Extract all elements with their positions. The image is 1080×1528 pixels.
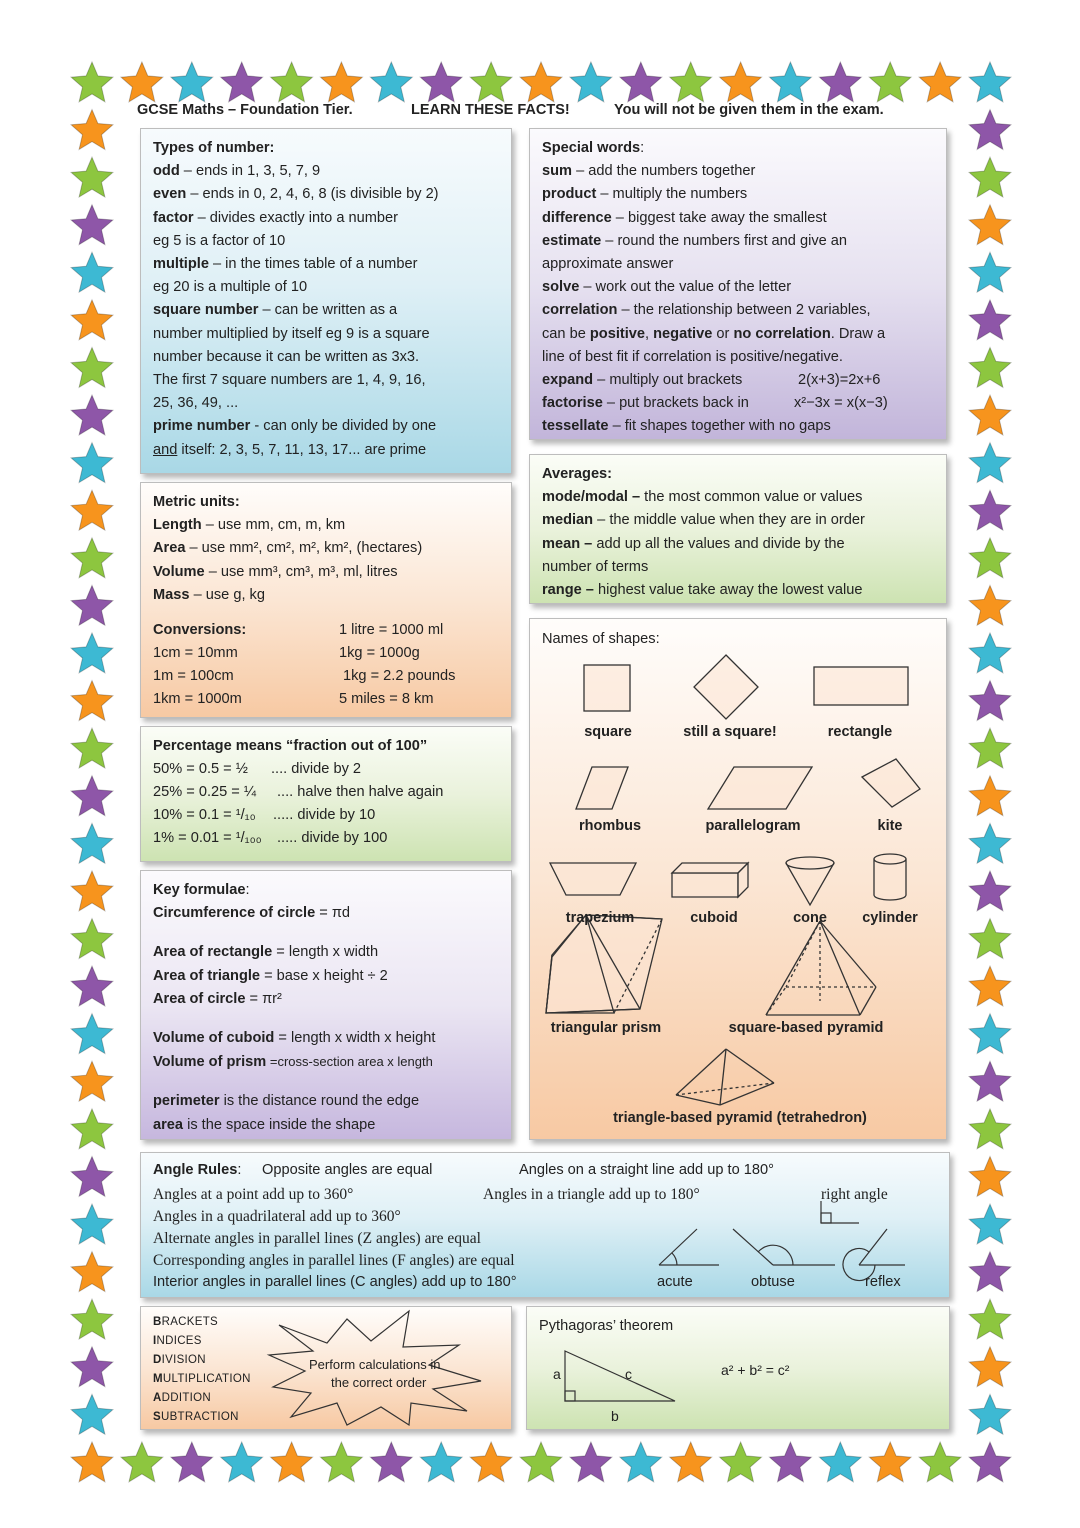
- bidmas-rest: DDITION: [161, 1392, 211, 1404]
- border-star: [71, 157, 113, 197]
- term-expand: expand: [542, 372, 594, 389]
- term-length: Length: [153, 517, 202, 534]
- term-area: area: [153, 1116, 184, 1133]
- percentage-25: 25% = 0.25 = ¼: [153, 784, 257, 801]
- conversion-miles: 5 miles = 8 km: [339, 691, 434, 708]
- term-volume-cuboid: Volume of cuboid: [153, 1030, 275, 1047]
- border-star: [420, 62, 462, 102]
- percentage-box: [140, 726, 512, 862]
- border-star: [969, 919, 1011, 959]
- conversions-heading: Conversions:: [153, 622, 247, 639]
- averages-box: [529, 454, 947, 604]
- angle-rules-box: Angle Rules: Opposite angles are equal Angles on a straight line add up to 180° Angles at a point add up to 360° Angles in a triangle add up to 180° right angle Angles in a quadrilateral add up to 360° Alternate angles in parallel lines (Z angles) are equal Corresponding angles in parallel lines (F angles) are equal Interior angles in parallel lines (C angles) add up to 180° acute obtuse reflex: [140, 1152, 950, 1298]
- corr-none: no correlation: [733, 325, 831, 342]
- border-star: [969, 728, 1011, 768]
- rule-interior: Interior angles in parallel lines (C angles) add up to 180°: [153, 1274, 517, 1290]
- corr-text-b: . Draw a: [830, 325, 886, 342]
- conversion-km: 1km = 1000m: [153, 691, 242, 708]
- special-words-box: Special words: sum – add the numbers together product – multiply the numbers difference – biggest take away the smallest estimate – round the numbers first and give an approximate answer solve – work out the value of the letter correlation – the relationship between 2 variables, can be positive, negative or no correlation. Draw a line of best fit if correlation is positive/negative. expand – multiply out brackets 2(x+3)=2x+6 factorise – put brackets back in x²−3x = x(x−3) tessellate – fit shapes together with no gaps: [529, 128, 947, 440]
- border-star: [720, 62, 762, 102]
- label-parallelogram: parallelogram: [705, 818, 801, 834]
- term-solve: solve: [542, 279, 580, 296]
- term-prime-number: prime number: [153, 418, 251, 435]
- burst-text-line-1: Perform calculations in: [309, 1357, 441, 1372]
- border-star: [71, 919, 113, 959]
- border-star: [171, 1442, 213, 1482]
- header-learn: LEARN THESE FACTS!: [411, 102, 570, 118]
- border-star: [370, 62, 412, 102]
- multiple-example: eg 20 is a multiple of 10: [153, 279, 308, 296]
- def-mass: – use g, kg: [189, 586, 265, 603]
- conversion-cm: 1cm = 10mm: [153, 645, 238, 662]
- border-star: [570, 1442, 612, 1482]
- def-circumference: = πd: [315, 905, 351, 922]
- types-of-number-box: [140, 128, 512, 474]
- border-star: [819, 1442, 861, 1482]
- term-factorise: factorise: [542, 395, 603, 412]
- term-odd: odd: [153, 163, 180, 180]
- border-star: [969, 1061, 1011, 1101]
- formulae-heading: Key formulae: [153, 882, 246, 898]
- border-star: [969, 300, 1011, 340]
- trapezium-shape: [550, 863, 636, 895]
- term-area-triangle: Area of triangle: [153, 967, 261, 984]
- border-star: [121, 62, 163, 102]
- term-difference: difference: [542, 209, 612, 226]
- percentage-heading: Percentage means “fraction out of 100”: [153, 738, 428, 754]
- border-star: [969, 490, 1011, 530]
- angles-heading: Angle Rules: [153, 1162, 238, 1178]
- square-based-pyramid-shape: [766, 921, 876, 1015]
- def-volume-cuboid: = length x width x height: [274, 1030, 436, 1047]
- acute-angle-diagram: [659, 1229, 719, 1265]
- border-star: [969, 1252, 1011, 1292]
- def-odd: – ends in 1, 3, 5, 7, 9: [179, 163, 321, 180]
- side-c-label: c: [625, 1366, 632, 1382]
- border-star: [969, 157, 1011, 197]
- def-sum: – add the numbers together: [572, 163, 756, 180]
- border-star: [969, 110, 1011, 150]
- def-area-triangle: = base x height ÷ 2: [260, 967, 388, 984]
- term-factor: factor: [153, 209, 194, 226]
- label-obtuse: obtuse: [751, 1274, 795, 1290]
- border-star: [969, 538, 1011, 578]
- border-star: [969, 443, 1011, 483]
- term-perimeter: perimeter: [153, 1093, 220, 1110]
- metric-heading: Metric units:: [153, 494, 240, 510]
- def-volume-units: – use mm³, cm³, m³, ml, litres: [204, 563, 398, 580]
- def-estimate: – round the numbers first and give an: [601, 232, 848, 249]
- border-star: [71, 300, 113, 340]
- border-star: [71, 1347, 113, 1387]
- border-star: [969, 252, 1011, 292]
- label-trapezium: trapezium: [565, 910, 635, 926]
- border-star: [470, 1442, 512, 1482]
- border-star: [71, 633, 113, 673]
- def-range: highest value take away the lowest value: [593, 582, 863, 599]
- border-star: [919, 62, 961, 102]
- conversion-m: 1m = 100cm: [153, 668, 234, 685]
- correlation-line-3: line of best fit if correlation is positive/negative.: [542, 348, 843, 365]
- metric-units-box: [140, 482, 512, 718]
- border-star: [969, 1394, 1011, 1434]
- border-star: [869, 62, 911, 102]
- square-line-4: The first 7 square numbers are 1, 4, 9, 16,: [153, 372, 426, 389]
- border-star: [271, 62, 313, 102]
- side-a-label: a: [553, 1366, 561, 1382]
- term-circumference: Circumference of circle: [153, 905, 316, 922]
- def-difference: – biggest take away the smallest: [611, 209, 827, 226]
- border-star: [71, 966, 113, 1006]
- def-area: is the space inside the shape: [183, 1116, 376, 1133]
- square-line-3: number because it can be written as 3x3.: [153, 348, 420, 365]
- border-star: [620, 62, 662, 102]
- kite-shape: [862, 759, 920, 807]
- rhombus-shape: [576, 767, 628, 809]
- parallelogram-shape: [708, 767, 812, 809]
- label-square-based-pyramid: square-based pyramid: [728, 1020, 884, 1036]
- border-star: [71, 395, 113, 435]
- border-star: [71, 490, 113, 530]
- border-star: [171, 62, 213, 102]
- cylinder-shape: [874, 854, 906, 900]
- label-rectangle: rectangle: [827, 724, 893, 740]
- corr-comma: ,: [645, 325, 654, 342]
- border-star: [969, 348, 1011, 388]
- bidmas-rest: ULTIPLICATION: [162, 1373, 251, 1385]
- border-star: [969, 1347, 1011, 1387]
- term-area-units: Area: [153, 540, 186, 557]
- percentage-10-rule: ..... divide by 10: [273, 807, 376, 824]
- bidmas-box: [140, 1306, 512, 1430]
- border-star: [470, 62, 512, 102]
- term-mean: mean –: [542, 535, 593, 552]
- label-still-a-square: still a square!: [683, 724, 777, 740]
- def-perimeter: is the distance round the edge: [219, 1093, 420, 1110]
- term-sum: sum: [542, 163, 573, 180]
- square-line-5: 25, 36, 49, ...: [153, 395, 239, 412]
- border-star: [969, 966, 1011, 1006]
- corr-positive: positive: [589, 325, 646, 342]
- label-right-angle: right angle: [821, 1186, 888, 1203]
- burst-text-line-2: the correct order: [331, 1375, 427, 1390]
- percentage-50: 50% = 0.5 = ½: [153, 761, 248, 778]
- border-star: [71, 252, 113, 292]
- factorise-example: x²−3x = x(x−3): [794, 395, 888, 412]
- border-star: [221, 1442, 263, 1482]
- def-even: – ends in 0, 2, 4, 6, 8 (is divisible by 2): [186, 186, 439, 203]
- rule-corresponding: Corresponding angles in parallel lines (F angles) are equal: [153, 1252, 515, 1269]
- border-star: [869, 1442, 911, 1482]
- cone-shape: [786, 857, 834, 905]
- border-star: [71, 1109, 113, 1149]
- def-area-units: – use mm², cm², m², km², (hectares): [185, 540, 423, 557]
- def-correlation: – the relationship between 2 variables,: [617, 302, 871, 319]
- angle-diagrams: [141, 1153, 951, 1299]
- rule-opposite: Opposite angles are equal: [262, 1162, 433, 1178]
- rule-triangle: Angles in a triangle add up to 180°: [483, 1186, 700, 1203]
- term-median: median: [542, 512, 594, 529]
- border-star: [520, 62, 562, 102]
- border-star: [71, 1299, 113, 1339]
- def-length: – use mm, cm, m, km: [201, 517, 346, 534]
- obtuse-angle-diagram: [733, 1229, 835, 1265]
- border-star: [71, 348, 113, 388]
- def-expand: – multiply out brackets: [593, 372, 743, 389]
- label-reflex: reflex: [865, 1274, 901, 1290]
- label-tetrahedron: triangle-based pyramid (tetrahedron): [613, 1110, 867, 1126]
- border-star: [969, 1157, 1011, 1197]
- border-star: [969, 1014, 1011, 1054]
- border-star: [969, 823, 1011, 863]
- border-star: [71, 585, 113, 625]
- term-mode: mode/modal –: [542, 489, 641, 506]
- rule-alternate: Alternate angles in parallel lines (Z angles) are equal: [153, 1230, 481, 1247]
- label-kite: kite: [877, 818, 903, 834]
- def-area-circle: = πr²: [245, 990, 282, 1007]
- term-tessellate: tessellate: [542, 418, 609, 435]
- bidmas-initial: B: [153, 1316, 162, 1328]
- term-estimate: estimate: [542, 232, 602, 249]
- def-square-number: – can be written as a: [258, 302, 398, 319]
- types-heading: Types of number:: [153, 140, 275, 156]
- label-acute: acute: [657, 1274, 693, 1290]
- border-star: [321, 62, 363, 102]
- factor-example: eg 5 is a factor of 10: [153, 232, 286, 249]
- def-volume-prism: =cross-section area x length: [266, 1054, 433, 1070]
- header-note: You will not be given them in the exam.: [614, 102, 884, 118]
- def-mean: add up all the values and divide by the: [592, 535, 845, 552]
- border-star: [969, 1299, 1011, 1339]
- def-factorise: – put brackets back in: [602, 395, 749, 412]
- def-solve: – work out the value of the letter: [579, 279, 792, 296]
- border-star: [321, 1442, 363, 1482]
- estimate-line-2: approximate answer: [542, 256, 674, 273]
- bidmas-initial: A: [153, 1392, 162, 1404]
- label-cone: cone: [793, 910, 827, 926]
- def-mode: the most common value or values: [640, 489, 863, 506]
- term-multiple: multiple: [153, 256, 209, 273]
- border-star: [71, 871, 113, 911]
- border-star: [720, 1442, 762, 1482]
- bidmas-rest: UBTRACTION: [160, 1411, 239, 1423]
- rule-point: Angles at a point add up to 360°: [153, 1186, 354, 1203]
- pythagoras-heading: Pythagoras’ theorem: [539, 1318, 674, 1334]
- term-area-rectangle: Area of rectangle: [153, 944, 273, 961]
- border-star: [670, 1442, 712, 1482]
- rotated-square-shape: [694, 655, 758, 719]
- bidmas-rest: NDICES: [156, 1335, 202, 1347]
- shapes-heading: Names of shapes:: [542, 631, 660, 647]
- border-star: [919, 1442, 961, 1482]
- term-volume-prism: Volume of prism: [153, 1054, 267, 1071]
- border-star: [570, 62, 612, 102]
- border-star: [819, 62, 861, 102]
- term-area-circle: Area of circle: [153, 990, 246, 1007]
- bidmas-initial: D: [153, 1354, 162, 1366]
- border-star: [969, 633, 1011, 673]
- conversion-kg: 1kg = 1000g: [339, 645, 420, 662]
- rule-quadrilateral: Angles in a quadrilateral add up to 360°: [153, 1208, 401, 1225]
- shapes-box: [529, 618, 947, 1140]
- corr-or: or: [712, 325, 734, 342]
- border-star: [71, 62, 113, 102]
- label-triangular-prism: triangular prism: [550, 1020, 662, 1036]
- border-star: [969, 62, 1011, 102]
- border-star: [969, 1204, 1011, 1244]
- corr-text-a: can be: [542, 325, 590, 342]
- border-star: [969, 871, 1011, 911]
- cuboid-shape: [672, 863, 748, 897]
- border-star: [370, 1442, 412, 1482]
- special-words-heading: Special words: [542, 140, 641, 156]
- border-star: [71, 538, 113, 578]
- def-factor: – divides exactly into a number: [193, 209, 398, 226]
- bidmas-rest: IVISION: [161, 1354, 206, 1366]
- term-volume-units: Volume: [153, 563, 205, 580]
- pythagoras-formula: a² + b² = c²: [721, 1362, 790, 1378]
- def-multiple: – in the times table of a number: [208, 256, 418, 273]
- percentage-1: 1% = 0.01 = ¹/₁₀₀: [153, 830, 262, 847]
- border-star: [71, 1157, 113, 1197]
- border-star: [71, 443, 113, 483]
- border-star: [670, 62, 712, 102]
- border-star: [71, 728, 113, 768]
- bidmas-initial: M: [153, 1373, 163, 1385]
- border-star: [969, 1442, 1011, 1482]
- tetrahedron-shape: [676, 1049, 774, 1105]
- label-square: square: [584, 724, 632, 740]
- border-star: [71, 110, 113, 150]
- bidmas-initial: S: [153, 1411, 161, 1423]
- bidmas-rest: RACKETS: [161, 1316, 219, 1328]
- border-star: [620, 1442, 662, 1482]
- header-title: GCSE Maths – Foundation Tier.: [137, 102, 353, 118]
- border-star: [221, 62, 263, 102]
- percentage-1-rule: ..... divide by 100: [277, 830, 388, 847]
- border-star: [71, 1204, 113, 1244]
- border-star: [969, 205, 1011, 245]
- border-star: [121, 1442, 163, 1482]
- border-star: [520, 1442, 562, 1482]
- expand-example: 2(x+3)=2x+6: [798, 372, 881, 389]
- term-product: product: [542, 186, 597, 203]
- square-line-2: number multiplied by itself eg 9 is a square: [153, 325, 430, 342]
- border-star: [271, 1442, 313, 1482]
- square-shape: [584, 665, 630, 711]
- border-star: [420, 1442, 462, 1482]
- border-star: [71, 776, 113, 816]
- def-area-rectangle: = length x width: [272, 944, 379, 961]
- def-median: – the middle value when they are in order: [593, 512, 865, 529]
- label-cylinder: cylinder: [862, 910, 918, 926]
- label-cuboid: cuboid: [690, 910, 738, 926]
- border-star: [71, 681, 113, 721]
- border-star: [770, 62, 812, 102]
- right-angle-diagram: [821, 1201, 859, 1223]
- rule-straight-line: Angles on a straight line add up to 180°: [519, 1162, 774, 1178]
- def-product: – multiply the numbers: [596, 186, 748, 203]
- border-star: [71, 823, 113, 863]
- prime-and: and: [153, 441, 178, 458]
- term-correlation: correlation: [542, 302, 618, 319]
- border-star: [969, 1109, 1011, 1149]
- border-star: [770, 1442, 812, 1482]
- percentage-10: 10% = 0.1 = ¹/₁₀: [153, 807, 256, 824]
- border-star: [71, 1442, 113, 1482]
- term-square-number: square number: [153, 302, 259, 319]
- term-range: range –: [542, 582, 594, 599]
- def-prime-number: - can only be divided by one: [250, 418, 437, 435]
- prime-line-2: itself: 2, 3, 5, 7, 11, 13, 17... are prime: [177, 441, 427, 458]
- key-formulae-box: Key formulae: Circumference of circle = πd Area of rectangle = length x width Area of triangle = base x height ÷ 2 Area of circle = πr² Volume of cuboid = length x width x height Volume of prism =cross-section area x length perimeter is the distance round the edge area is the space inside the shape: [140, 870, 512, 1140]
- def-tessellate: – fit shapes together with no gaps: [608, 418, 831, 435]
- bidmas-initial: I: [153, 1335, 157, 1347]
- term-even: even: [153, 186, 187, 203]
- term-mass: Mass: [153, 586, 190, 603]
- border-star: [969, 395, 1011, 435]
- border-star: [71, 1061, 113, 1101]
- border-star: [969, 681, 1011, 721]
- conversion-litre: 1 litre = 1000 ml: [339, 622, 444, 639]
- mean-line-2: number of terms: [542, 558, 649, 575]
- averages-heading: Averages:: [542, 466, 613, 482]
- conversion-pounds: 1kg = 2.2 pounds: [343, 668, 456, 685]
- shapes-drawings: [530, 619, 948, 1141]
- border-star: [71, 1014, 113, 1054]
- border-star: [71, 1252, 113, 1292]
- percentage-50-rule: .... divide by 2: [271, 761, 362, 778]
- border-star: [71, 1394, 113, 1434]
- border-star: [969, 585, 1011, 625]
- side-b-label: b: [611, 1408, 619, 1424]
- pythagoras-box: [526, 1306, 950, 1430]
- border-star: [969, 776, 1011, 816]
- corr-negative: negative: [653, 325, 713, 342]
- label-rhombus: rhombus: [578, 818, 642, 834]
- percentage-25-rule: .... halve then halve again: [277, 784, 444, 801]
- rectangle-shape: [814, 667, 908, 705]
- border-star: [71, 205, 113, 245]
